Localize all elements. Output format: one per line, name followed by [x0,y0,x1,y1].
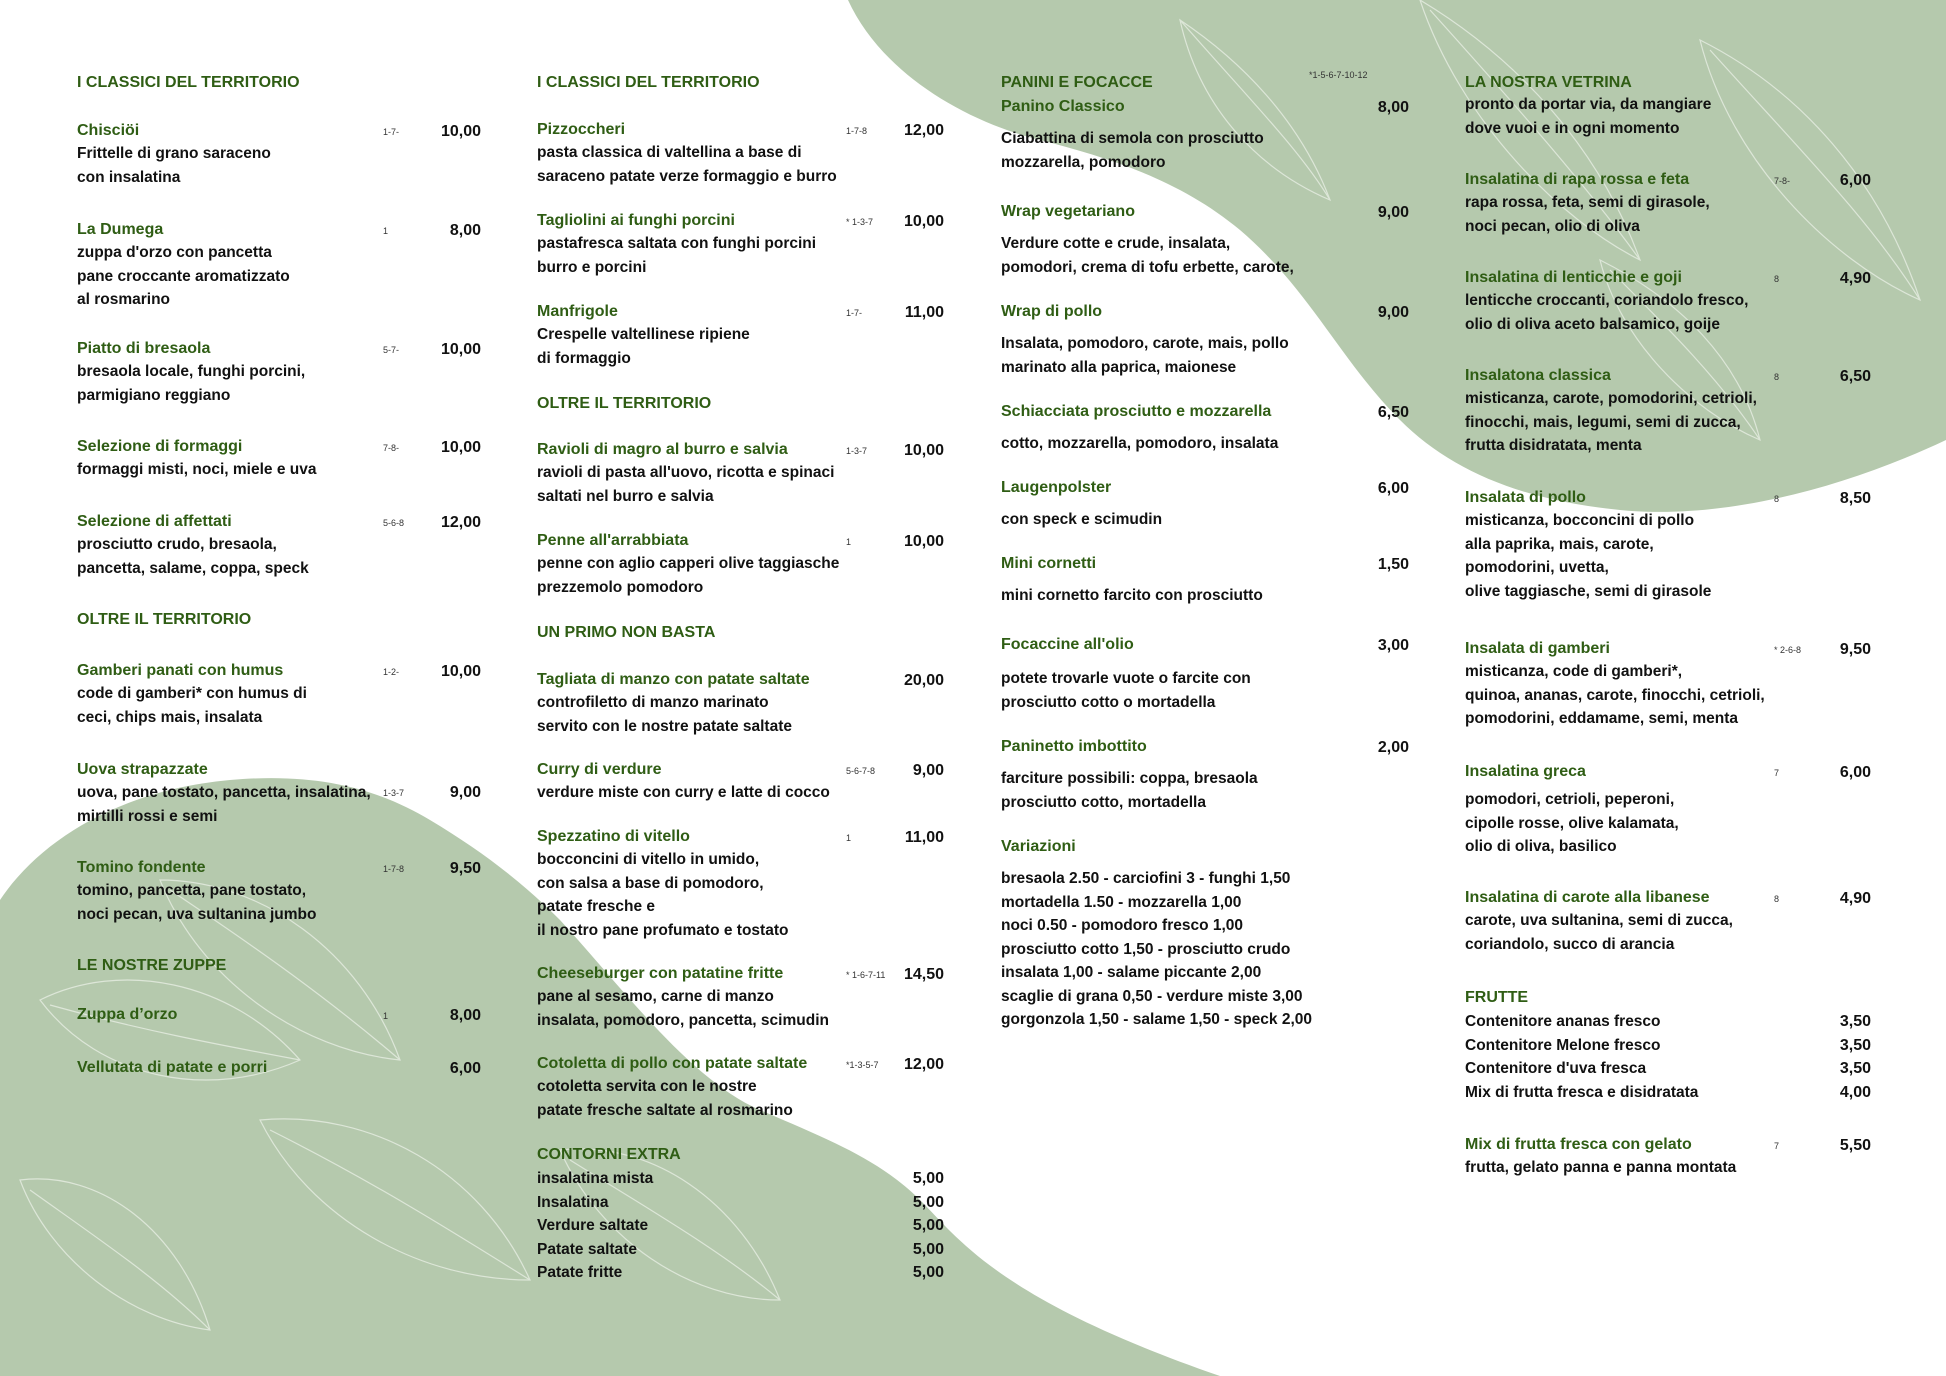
allergen-note: *1-5-6-7-10-12 [1309,70,1368,80]
menu-item-description: pomodori, crema di tofu erbette, carote, [1001,258,1294,276]
list-row-label: Patate fritte [537,1264,623,1281]
menu-item-price: 8,00 [449,222,481,239]
allergen-codes: 1-3-7 [383,788,405,798]
menu-item-price: 10,00 [903,213,944,230]
menu-item-price: 6,00 [1377,480,1409,497]
menu-item-description: coriandolo, succo di arancia [1465,935,1675,953]
menu-item-description: pomodorini, uvetta, [1465,559,1609,576]
section-heading: OLTRE IL TERRITORIO [77,611,252,628]
menu-item-description: Verdure cotte e crude, insalata, [1001,235,1231,252]
menu-item-title: Uova strapazzate [77,761,208,778]
allergen-codes: *1-3-5-7 [846,1060,879,1070]
section-heading: I CLASSICI DEL TERRITORIO [77,74,300,91]
menu-item-description: pastafresca saltata con funghi porcini [537,235,817,252]
allergen-codes: * 2-6-8 [1774,645,1802,655]
menu-item-description: bresaola locale, funghi porcini, [77,363,306,380]
menu-item-description: ceci, chips mais, insalata [77,708,263,726]
list-row-price: 5,00 [912,1170,944,1187]
allergen-codes: 5-6-7-8 [846,766,876,776]
menu-item-description: pasta classica di valtellina a base di [537,144,802,161]
menu-item-description: mini cornetto farcito con prosciutto [1001,587,1263,604]
menu-item-title: Chisciöi [77,122,140,139]
menu-column-1 [77,0,487,1376]
section-heading: I CLASSICI DEL TERRITORIO [537,74,760,91]
menu-item-title: Variazioni [1001,838,1076,855]
allergen-codes: * 1-3-7 [846,217,874,227]
menu-item-price: 6,00 [449,1060,481,1077]
menu-item-price: 11,00 [904,304,944,321]
menu-item-description: di formaggio [537,349,631,367]
menu-item-title: Pizzoccheri [537,121,626,138]
menu-item-description: misticanza, bocconcini di pollo [1465,512,1695,529]
menu-item-description: con speck e scimudin [1001,511,1163,528]
allergen-codes: 1-7- [846,308,863,318]
menu-item-title: Insalata di gamberi [1465,640,1610,657]
menu-item-price: 9,50 [449,860,481,877]
allergen-codes: 1 [383,1011,389,1021]
menu-item-description: verdure miste con curry e latte di cocco [537,784,830,801]
menu-item-description: parmigiano reggiano [77,386,231,404]
menu-item-description: patate fresche e [537,898,656,915]
menu-item-description: quinoa, ananas, carote, finocchi, cetrioli, [1465,686,1765,704]
menu-item-price: 10,00 [440,439,481,456]
menu-item-price: 9,50 [1839,641,1871,658]
menu-item-description: mirtilli rossi e semi [77,807,218,825]
menu-item-description: saraceno patate verze formaggio e burro [537,167,837,185]
menu-item-title: Schiacciata prosciutto e mozzarella [1001,403,1272,420]
menu-item-description: noci 0.50 - pomodoro fresco 1,00 [1001,917,1244,934]
menu-item-description: bresaola 2.50 - carciofini 3 - funghi 1,50 [1001,870,1291,887]
menu-item-description: zuppa d'orzo con pancetta [77,244,272,261]
menu-item-price: 10,00 [440,663,481,680]
allergen-codes: 1-7-8 [383,864,405,874]
menu-item-title: Insalatina di lenticchie e goji [1465,269,1682,286]
menu-item-price: 10,00 [903,533,944,550]
section-heading: OLTRE IL TERRITORIO [537,395,712,412]
intro-line: dove vuoi e in ogni momento [1465,119,1680,137]
menu-item-description: pomodori, cetrioli, peperoni, [1465,791,1675,808]
list-row-label: Insalatina [537,1193,609,1211]
menu-item-price: 6,50 [1377,404,1409,421]
menu-item-title: Insalatina di carote alla libanese [1465,889,1710,906]
list-row-label: Verdure saltate [537,1217,649,1234]
menu-column-3 [1001,0,1411,1376]
menu-item-title: Spezzatino di vitello [537,828,690,845]
allergen-codes: 1-2- [383,667,400,677]
menu-item-description: gorgonzola 1,50 - salame 1,50 - speck 2,00 [1001,1011,1313,1028]
menu-item-description: finocchi, mais, legumi, semi di zucca, [1465,413,1741,431]
section-heading: LA NOSTRA VETRINA [1465,74,1632,91]
section-heading: LE NOSTRE ZUPPE [77,957,227,974]
menu-item-title: Tagliolini ai funghi porcini [537,212,735,229]
menu-item-price: 2,00 [1377,739,1409,756]
menu-item-description: prosciutto cotto, mortadella [1001,793,1206,811]
menu-item-description: pane croccante aromatizzato [77,267,290,285]
menu-item-description: potete trovarle vuote o farcite con [1001,670,1251,687]
menu-item-description: al rosmarino [77,291,171,308]
list-row-price: 5,00 [912,1193,944,1211]
menu-item-description: con insalatina [77,168,181,186]
allergen-codes: 7 [1774,1141,1780,1151]
list-row-price: 5,00 [912,1264,944,1281]
list-row-label: insalatina mista [537,1170,654,1187]
menu-item-description: rapa rossa, feta, semi di girasole, [1465,194,1710,211]
menu-item-title: Manfrigole [537,303,618,320]
menu-item-description: patate fresche saltate al rosmarino [537,1101,793,1119]
menu-item-description: frutta disidratata, menta [1465,437,1642,454]
menu-item-description: cipolle rosse, olive kalamata, [1465,814,1679,832]
menu-item-price: 12,00 [903,1056,944,1073]
allergen-codes: 8 [1774,274,1780,284]
menu-item-title: Zuppa d’orzo [77,1006,178,1023]
allergen-codes: 1 [846,833,852,843]
list-row-label: Patate saltate [537,1240,637,1258]
list-row-label: Contenitore ananas fresco [1465,1013,1661,1030]
menu-item-description: prosciutto cotto o mortadella [1001,693,1216,711]
menu-item-description: prezzemolo pomodoro [537,578,704,596]
menu-item-description: servito con le nostre patate saltate [537,717,792,735]
menu-item-title: La Dumega [77,221,164,238]
menu-item-price: 10,00 [903,442,944,459]
menu-item-description: insalata, pomodoro, pancetta, scimudin [537,1011,829,1029]
menu-item-description: farciture possibili: coppa, bresaola [1001,770,1258,787]
menu-item-title: Selezione di affettati [77,513,232,530]
menu-item-description: il nostro pane profumato e tostato [537,921,789,939]
menu-item-title: Panino Classico [1001,98,1125,115]
allergen-codes: 1 [383,226,389,236]
menu-item-description: penne con aglio capperi olive taggiasche [537,555,840,572]
list-row-label: Mix di frutta fresca e disidratata [1465,1083,1699,1101]
menu-item-description: olive taggiasche, semi di girasole [1465,582,1712,600]
menu-item-description: bocconcini di vitello in umido, [537,851,760,868]
menu-column-4 [1465,0,1875,1376]
menu-item-price: 8,00 [449,1007,481,1024]
intro-line: pronto da portar via, da mangiare [1465,96,1712,113]
list-row-price: 5,00 [912,1217,944,1234]
menu-item-description: mozzarella, pomodoro [1001,153,1166,171]
allergen-codes: 5-7- [383,345,400,355]
menu-item-title: Laugenpolster [1001,479,1112,496]
menu-item-title: Piatto di bresaola [77,340,211,357]
menu-item-price: 6,50 [1839,368,1871,385]
menu-item-description: olio di oliva, basilico [1465,838,1617,855]
menu-item-description: misticanza, code di gamberi*, [1465,663,1683,680]
allergen-codes: 1-7-8 [846,126,868,136]
menu-item-description: cotoletta servita con le nostre [537,1078,757,1095]
menu-item-description: pancetta, salame, coppa, speck [77,559,309,577]
menu-item-description: olio di oliva aceto balsamico, goije [1465,315,1720,333]
allergen-codes: 7 [1774,768,1780,778]
list-row-price: 3,50 [1839,1013,1871,1030]
menu-item-title: Cotoletta di pollo con patate saltate [537,1055,808,1072]
menu-item-price: 10,00 [440,123,481,140]
menu-item-title: Ravioli di magro al burro e salvia [537,441,788,458]
menu-item-description: uova, pane tostato, pancetta, insalatina, [77,784,371,801]
menu-item-description: con salsa a base di pomodoro, [537,874,764,892]
allergen-codes: * 1-6-7-11 [846,970,886,980]
menu-item-description: formaggi misti, noci, miele e uva [77,461,317,478]
menu-item-description: ravioli di pasta all'uovo, ricotta e spinaci [537,464,835,481]
menu-item-price: 6,00 [1839,172,1871,189]
menu-item-price: 9,00 [1377,304,1409,321]
section-heading: PANINI E FOCACCE [1001,74,1153,91]
allergen-codes: 7-8- [1774,176,1791,186]
menu-item-description: insalata 1,00 - salame piccante 2,00 [1001,964,1262,981]
menu-item-description: alla paprika, mais, carote, [1465,535,1654,553]
menu-item-description: saltati nel burro e salvia [537,487,714,505]
menu-item-price: 20,00 [903,672,944,689]
menu-item-price: 12,00 [903,122,944,139]
allergen-codes: 1-7- [383,127,400,137]
menu-item-title: Insalatona classica [1465,367,1611,384]
menu-item-title: Gamberi panati con humus [77,662,284,679]
menu-item-description: noci pecan, olio di oliva [1465,217,1640,235]
menu-item-description: pomodorini, eddamame, semi, menta [1465,710,1739,727]
allergen-codes: 8 [1774,894,1780,904]
menu-item-description: prosciutto cotto 1,50 - prosciutto crudo [1001,940,1291,958]
list-row-label: Contenitore d'uva fresca [1465,1060,1647,1077]
menu-item-description: misticanza, carote, pomodorini, cetrioli, [1465,390,1757,407]
menu-item-title: Wrap di pollo [1001,303,1103,320]
menu-item-title: Paninetto imbottito [1001,738,1147,755]
allergen-codes: 1 [846,537,852,547]
menu-item-price: 10,00 [440,341,481,358]
menu-item-title: Mini cornetti [1001,555,1097,572]
menu-item-price: 1,50 [1377,556,1409,573]
menu-item-title: Selezione di formaggi [77,438,243,455]
list-row-price: 3,50 [1839,1036,1871,1054]
menu-item-description: marinato alla paprica, maionese [1001,358,1237,376]
menu-item-description: scaglie di grana 0,50 - verdure miste 3,00 [1001,987,1303,1005]
menu-item-title: Insalata di pollo [1465,489,1586,506]
menu-column-2 [537,0,947,1376]
menu-item-title: Penne all'arrabbiata [537,532,689,549]
menu-item-price: 8,50 [1839,490,1871,507]
list-row-label: Contenitore Melone fresco [1465,1036,1661,1054]
section-heading: UN PRIMO NON BASTA [537,624,716,641]
menu-item-description: Ciabattina di semola con prosciutto [1001,130,1264,147]
menu-item-price: 4,90 [1839,890,1871,907]
menu-item-title: Mix di frutta fresca con gelato [1465,1136,1692,1153]
menu-item-description: lenticche croccanti, coriandolo fresco, [1465,292,1749,309]
menu-item-price: 5,50 [1839,1137,1871,1154]
menu-item-description: code di gamberi* con humus di [77,685,307,702]
menu-item-description: pane al sesamo, carne di manzo [537,988,774,1005]
menu-item-price: 9,00 [1377,204,1409,221]
menu-item-description: cotto, mozzarella, pomodoro, insalata [1001,435,1279,452]
allergen-codes: 5-6-8 [383,518,405,528]
menu-item-price: 12,00 [440,514,481,531]
menu-item-description: Insalata, pomodoro, carote, mais, pollo [1001,335,1289,352]
menu-item-description: prosciutto crudo, bresaola, [77,536,277,553]
list-row-price: 4,00 [1839,1083,1871,1101]
menu-item-description: carote, uva sultanina, semi di zucca, [1465,912,1733,929]
allergen-codes: 7-8- [383,443,400,453]
allergen-codes: 8 [1774,372,1780,382]
menu-item-title: Cheeseburger con patatine fritte [537,965,784,982]
menu-item-description: tomino, pancetta, pane tostato, [77,882,307,899]
menu-item-title: Vellutata di patate e porri [77,1059,268,1076]
menu-item-price: 6,00 [1839,764,1871,781]
menu-item-description: controfiletto di manzo marinato [537,694,769,711]
menu-item-description: noci pecan, uva sultanina jumbo [77,905,317,923]
list-row-price: 5,00 [912,1240,944,1258]
menu-item-price: 14,50 [903,966,944,983]
menu-item-price: 8,00 [1377,99,1409,116]
menu-item-price: 11,00 [904,829,944,846]
menu-item-title: Focaccine all'olio [1001,636,1134,653]
menu-item-description: burro e porcini [537,258,647,276]
menu-item-description: Crespelle valtellinese ripiene [537,326,750,343]
menu-item-description: frutta, gelato panna e panna montata [1465,1159,1737,1176]
allergen-codes: 1-3-7 [846,446,868,456]
list-heading: FRUTTE [1465,989,1529,1006]
list-row-price: 3,50 [1839,1060,1871,1077]
allergen-codes: 8 [1774,494,1780,504]
menu-item-description: Frittelle di grano saraceno [77,145,271,162]
menu-item-title: Insalatina di rapa rossa e feta [1465,171,1690,188]
menu-item-title: Tagliata di manzo con patate saltate [537,671,810,688]
menu-item-price: 9,00 [449,784,481,801]
menu-item-price: 4,90 [1839,270,1871,287]
menu-item-title: Wrap vegetariano [1001,203,1135,220]
menu-item-title: Insalatina greca [1465,763,1586,780]
menu-item-price: 3,00 [1377,637,1409,654]
menu-item-description: mortadella 1.50 - mozzarella 1,00 [1001,893,1242,911]
menu-item-title: Curry di verdure [537,761,662,778]
menu-item-title: Tomino fondente [77,859,206,876]
list-heading: CONTORNI EXTRA [537,1146,681,1163]
menu-item-price: 9,00 [912,762,944,779]
